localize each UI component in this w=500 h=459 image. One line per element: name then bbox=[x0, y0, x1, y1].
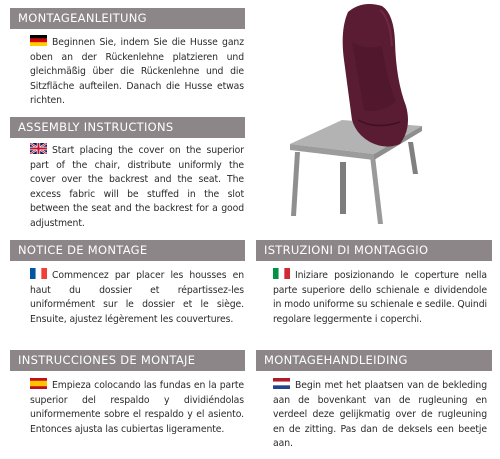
section-title-spanish: INSTRUCCIONES DE MONTAJE bbox=[10, 350, 245, 371]
section-title-dutch: MONTAGEHANDLEIDING bbox=[256, 350, 492, 371]
instructions-english-text: Start placing the cover on the superior part of the chair, distribute uniformly the cover over the backrest and the seat. The excess fabric will be stuffed in the slot between the seat and the backrest for a good adjustment. bbox=[30, 145, 244, 229]
instructions-italian bbox=[273, 268, 487, 327]
uk-flag-icon bbox=[30, 143, 47, 154]
france-flag-icon bbox=[30, 268, 47, 279]
instructions-dutch bbox=[273, 378, 487, 452]
section-title-german: MONTAGEANLEITUNG bbox=[10, 8, 245, 29]
instructions-french-text: Commencez par placer les housses en haut du dossier et répartissez-les uniformément sur le dossier et le siège. Ensuite, ajustez légèrement les couvertures. bbox=[30, 270, 244, 325]
instructions-german-text: Beginnen Sie, indem Sie die Husse ganz oben an der Rückenlehne platzieren und gleichmäßig über die Rückenlehne und die Sitzfläche aufteilen. Danach die Husse etwas richten. bbox=[30, 37, 244, 106]
section-title-italian: ISTRUZIONI DI MONTAGGIO bbox=[256, 240, 492, 261]
netherlands-flag-icon bbox=[273, 378, 290, 389]
instructions-spanish bbox=[30, 378, 244, 437]
instructions-spanish-text: Empieza colocando las fundas en la parte superior del respaldo y dividiéndolas uniformemente sobre el respaldo y el asiento. Entonces ajusta las cubiertas ligeramente. bbox=[30, 380, 244, 435]
instructions-italian-text: Iniziare posizionando le coperture nella parte superiore dello schienale e dividendole in modo uniforme su schienale e sedile. Quindi regolare leggermente i coperchi. bbox=[273, 270, 487, 325]
germany-flag-icon bbox=[30, 35, 47, 46]
instructions-dutch-text: Begin met het plaatsen van de bekleding aan de bovenkant van de rugleuning en verdeel deze gelijkmatig over de rugleuning en de zitting. Pas dan de deksels een beetje aan. bbox=[273, 380, 487, 449]
section-title-french: NOTICE DE MONTAGE bbox=[10, 240, 245, 261]
spain-flag-icon bbox=[30, 378, 47, 389]
section-title-english: ASSEMBLY INSTRUCTIONS bbox=[10, 117, 245, 138]
instructions-french bbox=[30, 268, 244, 327]
instructions-german bbox=[30, 35, 244, 109]
chair-with-cover-illustration bbox=[282, 2, 442, 230]
italy-flag-icon bbox=[273, 268, 290, 279]
instructions-english bbox=[30, 143, 244, 231]
